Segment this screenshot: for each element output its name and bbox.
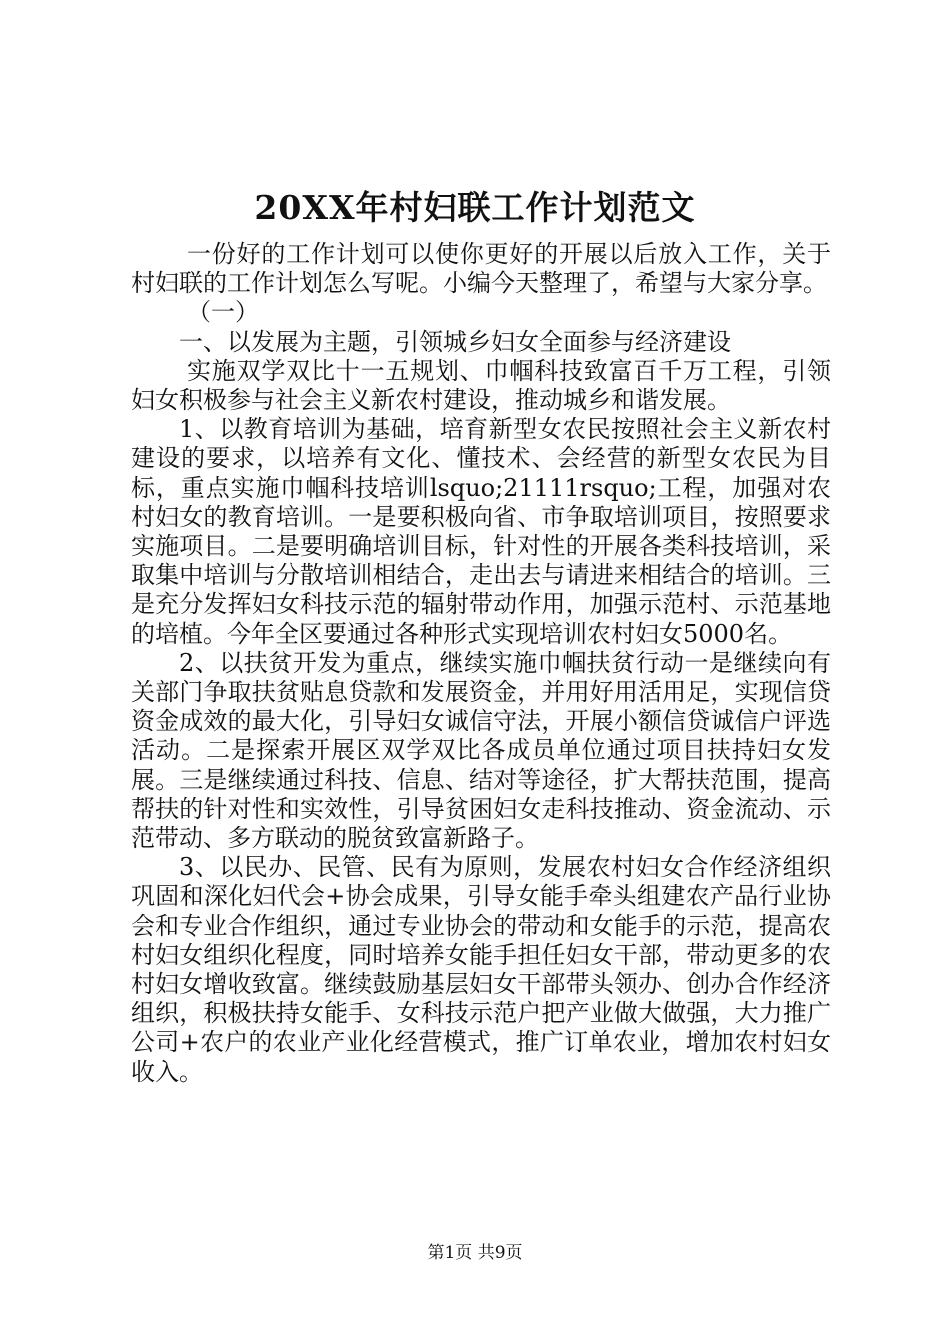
section-summary-paragraph: 实施双学双比十一五规划、巾帼科技致富百千万工程，引领妇女积极参与社会主义新农村建设，推动城乡和谐发展。 — [131, 356, 831, 415]
document-body — [131, 240, 831, 1087]
section-heading: 一、以发展为主题，引领城乡妇女全面参与经济建设 — [179, 327, 731, 356]
page-number-footer: 第1页 共9页 — [427, 1243, 523, 1263]
intro-paragraph: 一份好的工作计划可以使你更好的开展以后放入工作，关于村妇联的工作计划怎么写呢。小编今天整理了，希望与大家分享。 — [131, 240, 831, 298]
document-title: 20XX年村妇联工作计划范文 — [254, 188, 696, 227]
item-paragraph-2: 2、以扶贫开发为重点，继续实施巾帼扶贫行动一是继续向有关部门争取扶贫贴息贷款和发展资金，并用好用活用足，实现信贷资金成效的最大化，引导妇女诚信守法，开展小额信贷诚信户评选活动。二是探索开展区双学双比各成员单位通过项目扶持妇女发展。三是继续通过科技、信息、结对等途径，扩大帮扶范围，提高帮扶的针对性和实效性，引导贫困妇女走科技推动、资金流动、示范带动、多方联动的脱贫致富新路子。 — [131, 648, 831, 853]
item-paragraph-1: 1、以教育培训为基础，培育新型女农民按照社会主义新农村建设的要求，以培养有文化、懂技术、会经营的新型女农民为目标，重点实施巾帼科技培训lsquo;21111rsquo;工程，加强对农村妇女的教育培训。一是要积极向省、市争取培训项目，按照要求实施项目。二是要明确培训目标，针对性的开展各类科技培训，采取集中培训与分散培训相结合，走出去与请进来相结合的培训。三是充分发挥妇女科技示范的辐射带动作用，加强示范村、示范基地的培植。今年全区要通过各种形式实现培训农村妇女5000名。 — [131, 415, 831, 648]
item-paragraph-3: 3、以民办、民管、民有为原则，发展农村妇女合作经济组织巩固和深化妇代会+协会成果，引导女能手牵头组建农产品行业协会和专业合作组织，通过专业协会的带动和女能手的示范，提高农村妇女组织化程度，同时培养女能手担任妇女干部，带动更多的农村妇女增收致富。继续鼓励基层妇女干部带头领办、创办合作经济组织，积极扶持女能手、女科技示范户把产业做大做强，大力推广公司+农户的农业产业化经营模式，推广订单农业，增加农村妇女收入。 — [131, 853, 831, 1086]
section-marker: （一） — [187, 298, 259, 327]
